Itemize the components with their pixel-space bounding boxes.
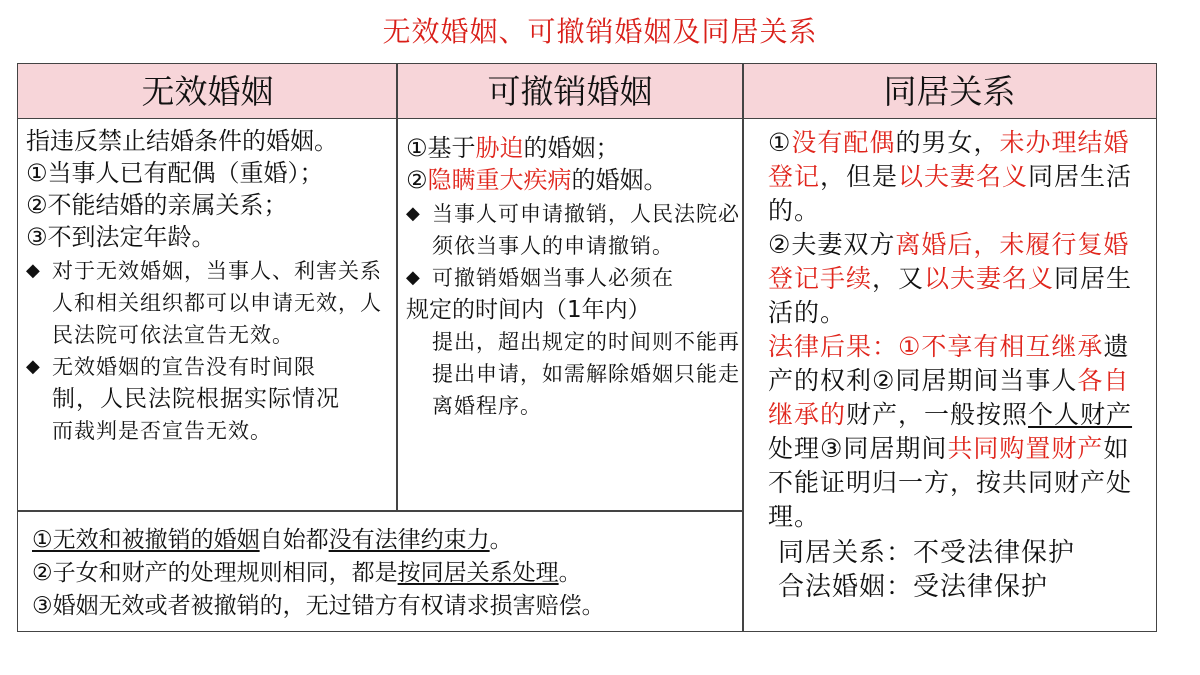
shared-rule-2: ②子女和财产的处理规则相同，都是按同居关系处理。: [32, 560, 582, 586]
bullet-item: ◆ 当事人可申请撤销，人民法院必须依当事人的申请撤销。: [406, 198, 742, 262]
protection-summary: [778, 536, 1148, 604]
condition-line: ③不到法定年龄。: [26, 223, 216, 251]
bullet-item: ◆ 可撤销婚姻当事人必须在: [406, 262, 742, 294]
bullet-continuation: 规定的时间内（1年内）: [406, 297, 651, 323]
bullet-item: ◆ 对于无效婚姻，当事人、利害关系人和相关组织都可以申请无效，人民法院可依法宣告无效。: [26, 255, 392, 351]
divider: [18, 510, 743, 512]
condition-line: ②隐瞒重大疾病的婚姻。: [406, 166, 668, 194]
summary-legal-marriage: 合法婚姻：受法律保护: [778, 572, 1049, 602]
diamond-bullet-icon: ◆: [406, 267, 421, 288]
revocable-marriage-cell: [406, 132, 742, 422]
comparison-table: [17, 63, 1157, 632]
bullet-continuation: 提出，超出规定的时间则不能再提出申请，如需解除婚姻只能走离婚程序。: [432, 330, 740, 418]
legal-consequences: 法律后果：①不享有相互继承遗产的权利②同居期间当事人各自继承的财产，一般按照个人财产处理③同居期间共同购置财产如不能证明归一方，按共同财产处理。: [768, 332, 1133, 531]
shared-rule-1: ①无效和被撤销的婚姻自始都没有法律约束力。: [32, 527, 513, 553]
condition-line: ①基于胁迫的婚姻；: [406, 134, 620, 162]
condition-line: ①当事人已有配偶（重婚）；: [26, 159, 324, 187]
header-revocable-marriage: 可撤销婚姻: [397, 64, 743, 119]
diamond-bullet-icon: ◆: [26, 260, 41, 281]
diamond-bullet-icon: ◆: [406, 203, 421, 224]
page-title: 无效婚姻、可撤销婚姻及同居关系: [382, 15, 818, 48]
summary-cohabitation: 同居关系：不受法律保护: [778, 538, 1076, 568]
shared-rule-3: ③婚姻无效或者被撤销的，无过错方有权请求损害赔偿。: [32, 593, 605, 619]
divider: [396, 64, 398, 511]
header-invalid-marriage: 无效婚姻: [18, 64, 397, 119]
bullet-item: ◆ 无效婚姻的宣告没有时间限 制，人民法院根据实际情况 而裁判是否宣告无效。: [26, 351, 392, 447]
condition-line: ②不能结婚的亲属关系；: [26, 191, 288, 219]
shared-rules-cell: [32, 524, 737, 623]
header-cohabitation: 同居关系: [743, 64, 1156, 119]
invalid-marriage-cell: [26, 125, 392, 447]
cohabitation-case-1: ①没有配偶的男女，未办理结婚登记，但是以夫妻名义同居生活的。: [768, 128, 1133, 225]
diamond-bullet-icon: ◆: [26, 356, 41, 377]
cohabitation-cell: [768, 126, 1150, 534]
divider: [742, 64, 744, 631]
definition-line: 指违反禁止结婚条件的婚姻。: [26, 127, 338, 155]
cohabitation-case-2: ②夫妻双方离婚后，未履行复婚登记手续，又以夫妻名义同居生活的。: [768, 230, 1133, 327]
